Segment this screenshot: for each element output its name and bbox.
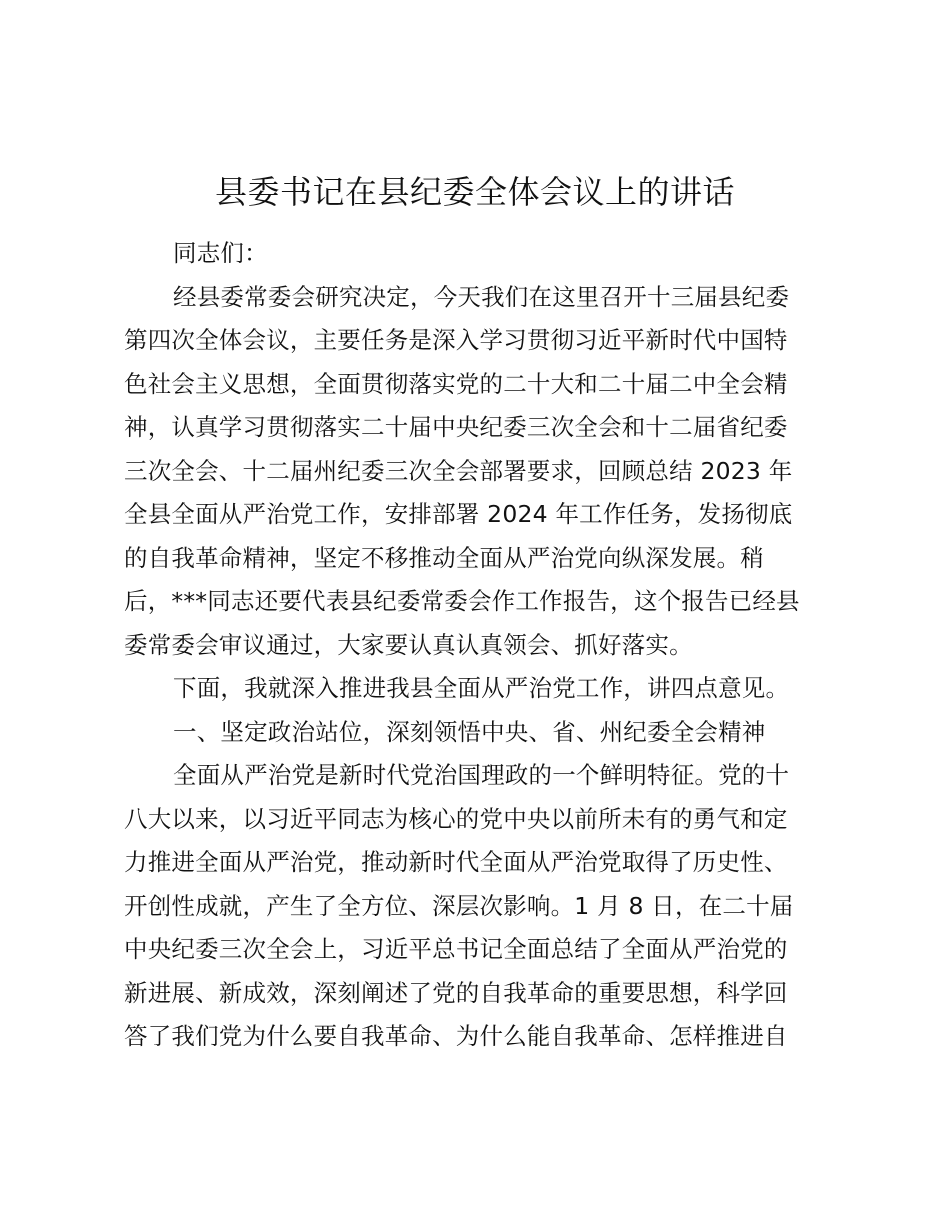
paragraph-line: 委常委会审议通过，大家要认真认真领会、抓好落实。 [124, 630, 693, 659]
paragraph-line: 力推进全面从严治党，推动新时代全面从严治党取得了历史性、 [124, 848, 788, 876]
paragraph-line: 八大以来，以习近平同志为核心的党中央以前所未有的勇气和定 [124, 804, 788, 833]
paragraph-line: 神，认真学习贯彻落实二十届中央纪委三次全会和十二届省纪委 [124, 413, 788, 441]
paragraph-line: 全县全面从严治党工作，安排部署 2024 年工作任务，发扬彻底 [124, 500, 793, 528]
paragraph-line: 第四次全体会议，主要任务是深入学习贯彻习近平新时代中国特 [124, 326, 788, 354]
paragraph-line: 经县委常委会研究决定，今天我们在这里召开十三届县纪委 [173, 282, 790, 311]
section-heading: 一、坚定政治站位，深刻领悟中央、省、州纪委全会精神 [173, 717, 766, 746]
document-body [124, 232, 834, 1059]
paragraph-line: 后，***同志还要代表县纪委常委会作工作报告，这个报告已经县 [124, 587, 800, 615]
paragraph-line: 开创性成就，产生了全方位、深层次影响。1 月 8 日，在二十届 [124, 891, 794, 920]
paragraph-line: 的自我革命精神，坚定不移推动全面从严治党向纵深发展。稍 [124, 543, 764, 572]
paragraph-line: 中央纪委三次全会上，习近平总书记全面总结了全面从严治党的 [124, 935, 788, 963]
paragraph-line: 答了我们党为什么要自我革命、为什么能自我革命、怎样推进自 [124, 1022, 788, 1050]
paragraph-line: 下面，我就深入推进我县全面从严治党工作，讲四点意见。 [173, 674, 790, 702]
salutation: 同志们： [173, 239, 268, 267]
document-title: 县委书记在县纪委全体会议上的讲话 [214, 173, 735, 211]
paragraph-line: 全面从严治党是新时代党治国理政的一个鲜明特征。党的十 [173, 761, 790, 789]
paragraph-line: 色社会主义思想，全面贯彻落实党的二十大和二十届二中全会精 [124, 369, 788, 398]
paragraph-line: 新进展、新成效，深刻阐述了党的自我革命的重要思想，科学回 [124, 978, 788, 1007]
paragraph-line: 三次全会、十二届州纪委三次全会部署要求，回顾总结 2023 年 [124, 456, 793, 485]
